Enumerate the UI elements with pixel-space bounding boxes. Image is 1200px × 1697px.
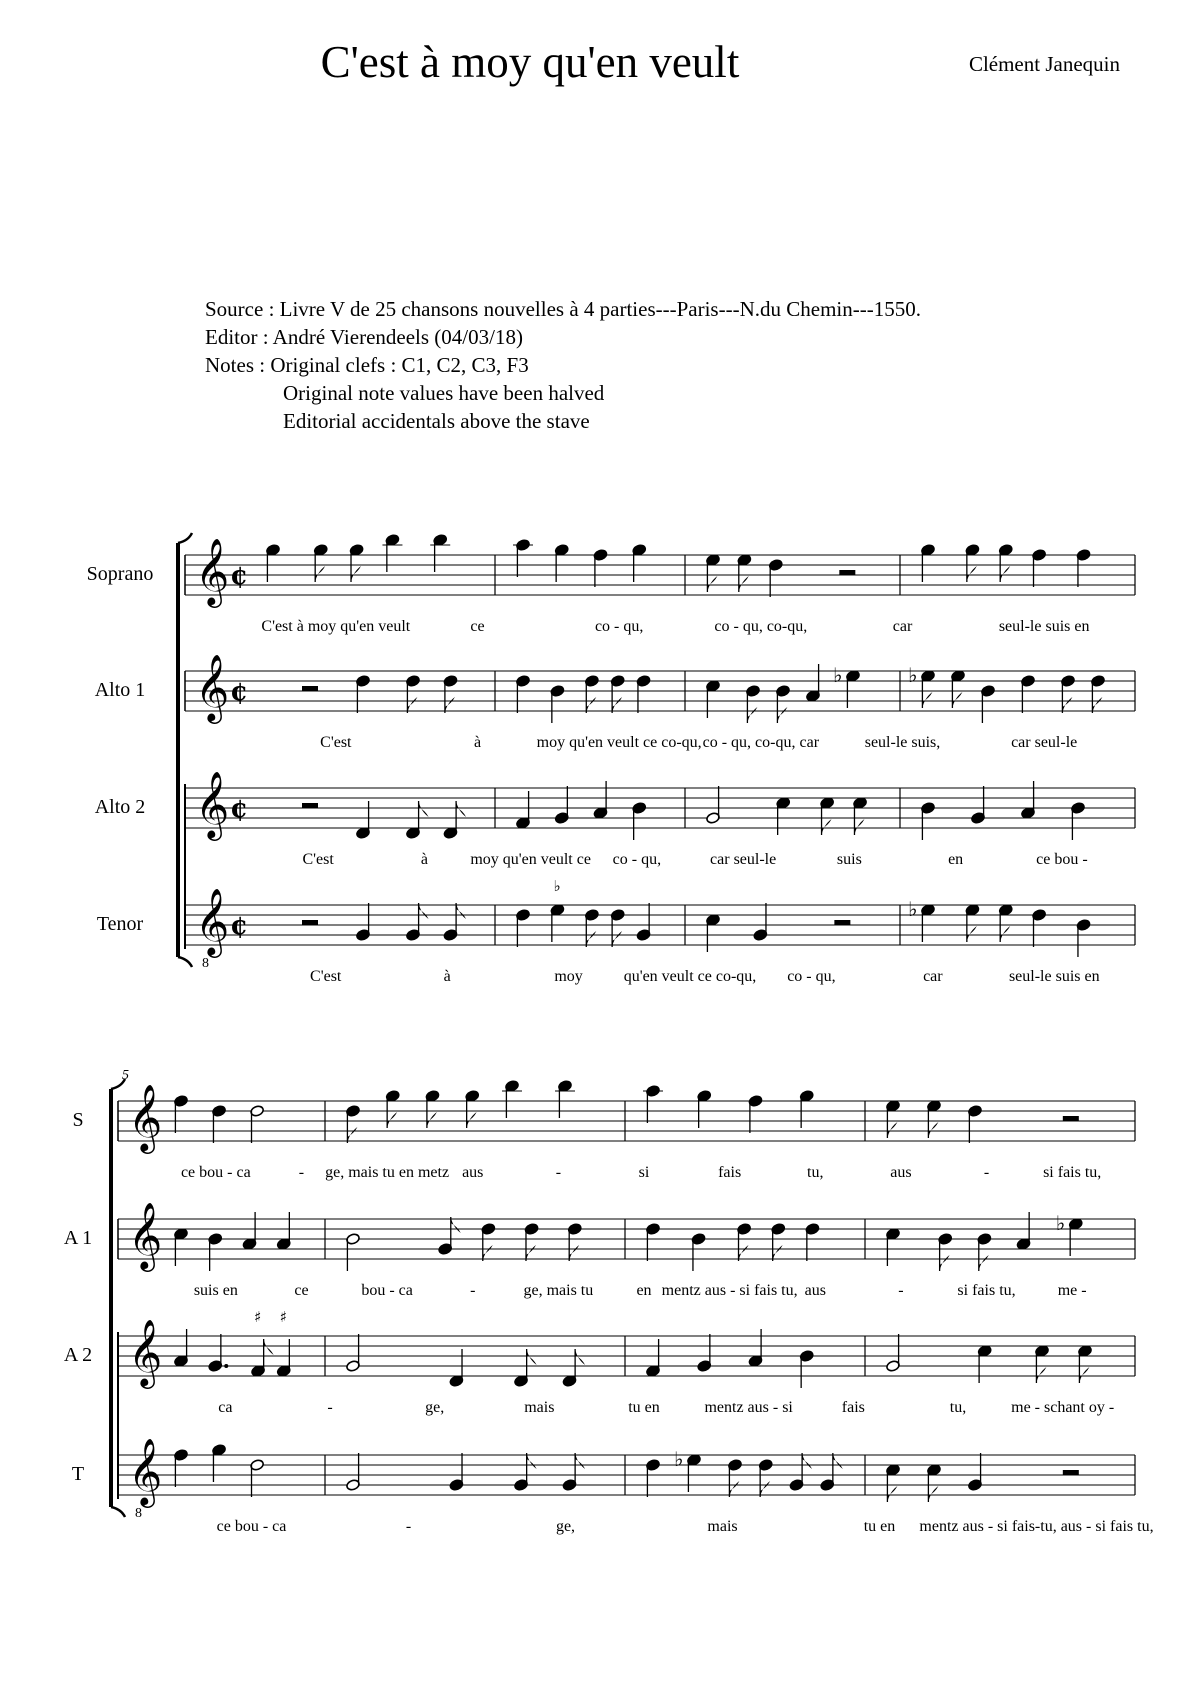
lyric-syllable: car xyxy=(923,968,943,985)
half-rest xyxy=(1063,1116,1079,1121)
flat-accidental: ♭ xyxy=(908,663,918,687)
notes-line-3: Editorial accidentals above the stave xyxy=(283,409,590,433)
eighth-flag xyxy=(967,566,977,582)
lyric-syllable: aus xyxy=(462,1164,484,1181)
lyric-syllable: moy qu'en veult ce co-qu, xyxy=(536,734,702,751)
lyric-syllable: mais xyxy=(524,1399,555,1416)
eighth-flag xyxy=(456,801,466,817)
lyric-syllable: si xyxy=(638,1164,650,1181)
lyric-syllable: fais xyxy=(718,1164,742,1181)
lyric-syllable: tu en xyxy=(863,1518,896,1535)
editorial-accidental: ♭ xyxy=(553,877,561,895)
editor-line: Editor : André Vierendeels (04/03/18) xyxy=(205,325,523,349)
lyric-syllable: en xyxy=(948,851,964,868)
eighth-flag xyxy=(887,1486,897,1502)
lyric-syllable: ge, xyxy=(555,1518,576,1535)
time-signature: ¢ xyxy=(230,911,249,941)
staff-1 xyxy=(64,1201,1135,1299)
part-name: T xyxy=(71,1463,85,1485)
lyric-syllable: ce bou - xyxy=(1036,851,1088,868)
lyric-syllable: C'est xyxy=(310,968,342,985)
time-signature: ¢ xyxy=(230,677,249,707)
lyric-syllable: mentz aus - si fais-tu, aus - si fais tu, xyxy=(919,1518,1154,1535)
half-rest xyxy=(302,686,318,691)
half-rest xyxy=(302,920,318,925)
eighth-flag xyxy=(315,566,325,582)
lyric-syllable: ge, mais tu en metz xyxy=(325,1164,450,1181)
part-name: Alto 2 xyxy=(94,796,146,818)
eighth-flag xyxy=(777,707,787,723)
lyric-syllable: - xyxy=(470,1282,476,1299)
eighth-flag xyxy=(747,707,757,723)
measure-number: 5 xyxy=(122,1068,129,1083)
lyric-syllable: ce xyxy=(470,618,485,635)
lyric-syllable: seul-le suis en xyxy=(1008,968,1100,985)
lyric-syllable: co - qu, xyxy=(594,618,644,635)
eighth-flag xyxy=(887,1122,897,1138)
eighth-flag xyxy=(1000,566,1010,582)
eighth-flag xyxy=(419,801,429,817)
eighth-flag xyxy=(467,1112,477,1128)
half-rest xyxy=(834,920,850,925)
eighth-flag xyxy=(822,819,832,835)
staff-3 xyxy=(72,1437,1154,1535)
eighth-flag xyxy=(739,576,749,592)
dot xyxy=(224,1364,228,1368)
lyric-syllable: qu'en veult ce co-qu, xyxy=(623,968,757,985)
part-name: Tenor xyxy=(96,913,144,935)
lyric-syllable: mentz aus - si fais tu, xyxy=(661,1282,798,1299)
flat-accidental: ♭ xyxy=(908,897,918,921)
lyric-syllable: fais xyxy=(841,1399,865,1416)
lyric-syllable: moy xyxy=(554,968,583,985)
lyric-syllable: co - qu, co-qu, car xyxy=(702,734,820,751)
eighth-flag xyxy=(940,1255,950,1271)
lyric-syllable: ce xyxy=(294,1282,309,1299)
eighth-flag xyxy=(351,566,361,582)
treble-clef: 𝄞 xyxy=(195,770,230,838)
treble-clef: 𝄞 xyxy=(128,1318,163,1386)
lyric-syllable: - xyxy=(298,1164,305,1181)
eighth-flag xyxy=(1000,926,1010,942)
lyric-syllable: - xyxy=(983,1164,990,1181)
lyric-syllable: à xyxy=(443,968,451,985)
treble-clef: 𝄞 xyxy=(128,1201,163,1269)
lyric-syllable: suis xyxy=(836,851,862,868)
staff-0 xyxy=(87,534,1135,635)
eighth-flag xyxy=(1036,1367,1046,1383)
staff-3 xyxy=(97,877,1135,985)
lyric-syllable: - xyxy=(555,1164,562,1181)
lyric-syllable: co - qu, xyxy=(787,968,836,985)
eighth-flag xyxy=(922,692,932,708)
editorial-accidental: ♯ xyxy=(279,1308,288,1326)
lyric-syllable: me - schant oy - xyxy=(1011,1399,1115,1416)
treble-clef: 𝄞 xyxy=(195,887,230,955)
eighth-flag xyxy=(575,1349,585,1365)
octave-8-mark: 8 xyxy=(202,956,209,971)
lyric-syllable: car seul-le xyxy=(1011,734,1078,751)
eighth-flag xyxy=(952,692,962,708)
eighth-flag xyxy=(967,926,977,942)
eighth-flag xyxy=(264,1339,274,1355)
lyric-syllable: aus xyxy=(890,1164,912,1181)
flat-accidental: ♭ xyxy=(833,663,843,687)
lyric-syllable: - xyxy=(405,1518,412,1535)
staff-2 xyxy=(64,1308,1135,1416)
lyric-syllable: en xyxy=(636,1282,652,1299)
time-signature: ¢ xyxy=(230,794,249,824)
lyric-syllable: C'est xyxy=(302,851,334,868)
lyric-syllable: - xyxy=(327,1399,333,1416)
flat-accidental: ♭ xyxy=(1055,1211,1066,1235)
bracket-hook-bottom xyxy=(178,957,192,967)
eighth-flag xyxy=(928,1486,938,1502)
lyric-syllable: ca xyxy=(218,1399,233,1416)
eighth-flag xyxy=(387,1112,397,1128)
lyric-syllable: si fais tu, xyxy=(957,1282,1016,1299)
eighth-flag xyxy=(427,1112,437,1128)
lyric-syllable: co - qu, xyxy=(612,851,662,868)
lyric-syllable: bou - ca xyxy=(361,1282,413,1299)
staff-2 xyxy=(95,770,1135,868)
lyric-syllable: mais xyxy=(707,1518,738,1535)
lyric-syllable: ge, mais tu xyxy=(523,1282,594,1299)
lyric-syllable: suis en xyxy=(193,1282,238,1299)
lyric-syllable: - xyxy=(898,1282,904,1299)
lyric-syllable: C'est à moy qu'en veult xyxy=(261,618,411,635)
part-name: Soprano xyxy=(86,563,154,585)
staff-0 xyxy=(72,1080,1135,1181)
time-signature: ¢ xyxy=(230,561,249,591)
eighth-flag xyxy=(527,1349,537,1365)
lyric-syllable: moy qu'en veult ce xyxy=(470,851,591,868)
half-rest xyxy=(302,803,318,808)
lyric-syllable: ce bou - ca xyxy=(216,1518,287,1535)
flat-accidental: ♭ xyxy=(674,1447,684,1471)
composer-name: Clément Janequin xyxy=(968,52,1120,76)
bracket-hook-top xyxy=(178,533,192,543)
lyric-syllable: à xyxy=(473,734,482,751)
half-rest xyxy=(1063,1470,1079,1475)
treble-clef: 𝄞 xyxy=(128,1083,163,1151)
lyric-syllable: seul-le suis en xyxy=(998,618,1090,635)
lyric-syllable: tu en xyxy=(628,1399,660,1416)
part-name: A 2 xyxy=(63,1344,93,1366)
source-line: Source : Livre V de 25 chansons nouvelles à 4 parties---Paris---N.du Chemin---1550. xyxy=(205,297,921,321)
lyric-syllable: si fais tu, xyxy=(1043,1164,1102,1181)
lyric-syllable: seul-le suis, xyxy=(864,734,941,751)
lyric-syllable: ge, xyxy=(425,1399,445,1416)
treble-clef: 𝄞 xyxy=(195,537,230,605)
part-name: A 1 xyxy=(63,1227,93,1249)
eighth-flag xyxy=(928,1122,938,1138)
staff-1 xyxy=(95,653,1135,751)
treble-clef: 𝄞 xyxy=(128,1437,163,1505)
notes-line-1: Notes : Original clefs : C1, C2, C3, F3 xyxy=(205,353,529,377)
bracket-hook-bottom xyxy=(111,1507,125,1517)
part-name: Alto 1 xyxy=(94,679,146,701)
notes-line-2: Original note values have been halved xyxy=(283,381,605,405)
eighth-flag xyxy=(1079,1367,1089,1383)
editorial-accidental: ♯ xyxy=(254,1308,262,1326)
lyric-syllable: me - xyxy=(1057,1282,1087,1299)
lyric-syllable: tu, xyxy=(807,1164,824,1181)
lyric-syllable: C'est xyxy=(320,734,352,751)
lyric-syllable: aus xyxy=(804,1282,826,1299)
treble-clef: 𝄞 xyxy=(195,653,230,721)
eighth-flag xyxy=(707,576,717,592)
half-rest xyxy=(839,570,855,575)
lyric-syllable: car xyxy=(892,618,913,635)
lyric-syllable: ce bou - ca xyxy=(180,1164,251,1181)
eighth-flag xyxy=(854,819,864,835)
lyric-syllable: car seul-le xyxy=(710,851,777,868)
part-name: S xyxy=(72,1109,84,1131)
eighth-flag xyxy=(979,1255,989,1271)
octave-8-mark: 8 xyxy=(135,1506,142,1521)
lyric-syllable: à xyxy=(420,851,428,868)
lyric-syllable: co - qu, co-qu, xyxy=(714,618,808,635)
lyric-syllable: mentz aus - si xyxy=(704,1399,793,1416)
lyric-syllable: tu, xyxy=(949,1399,967,1416)
piece-title: C'est à moy qu'en veult xyxy=(320,37,740,87)
